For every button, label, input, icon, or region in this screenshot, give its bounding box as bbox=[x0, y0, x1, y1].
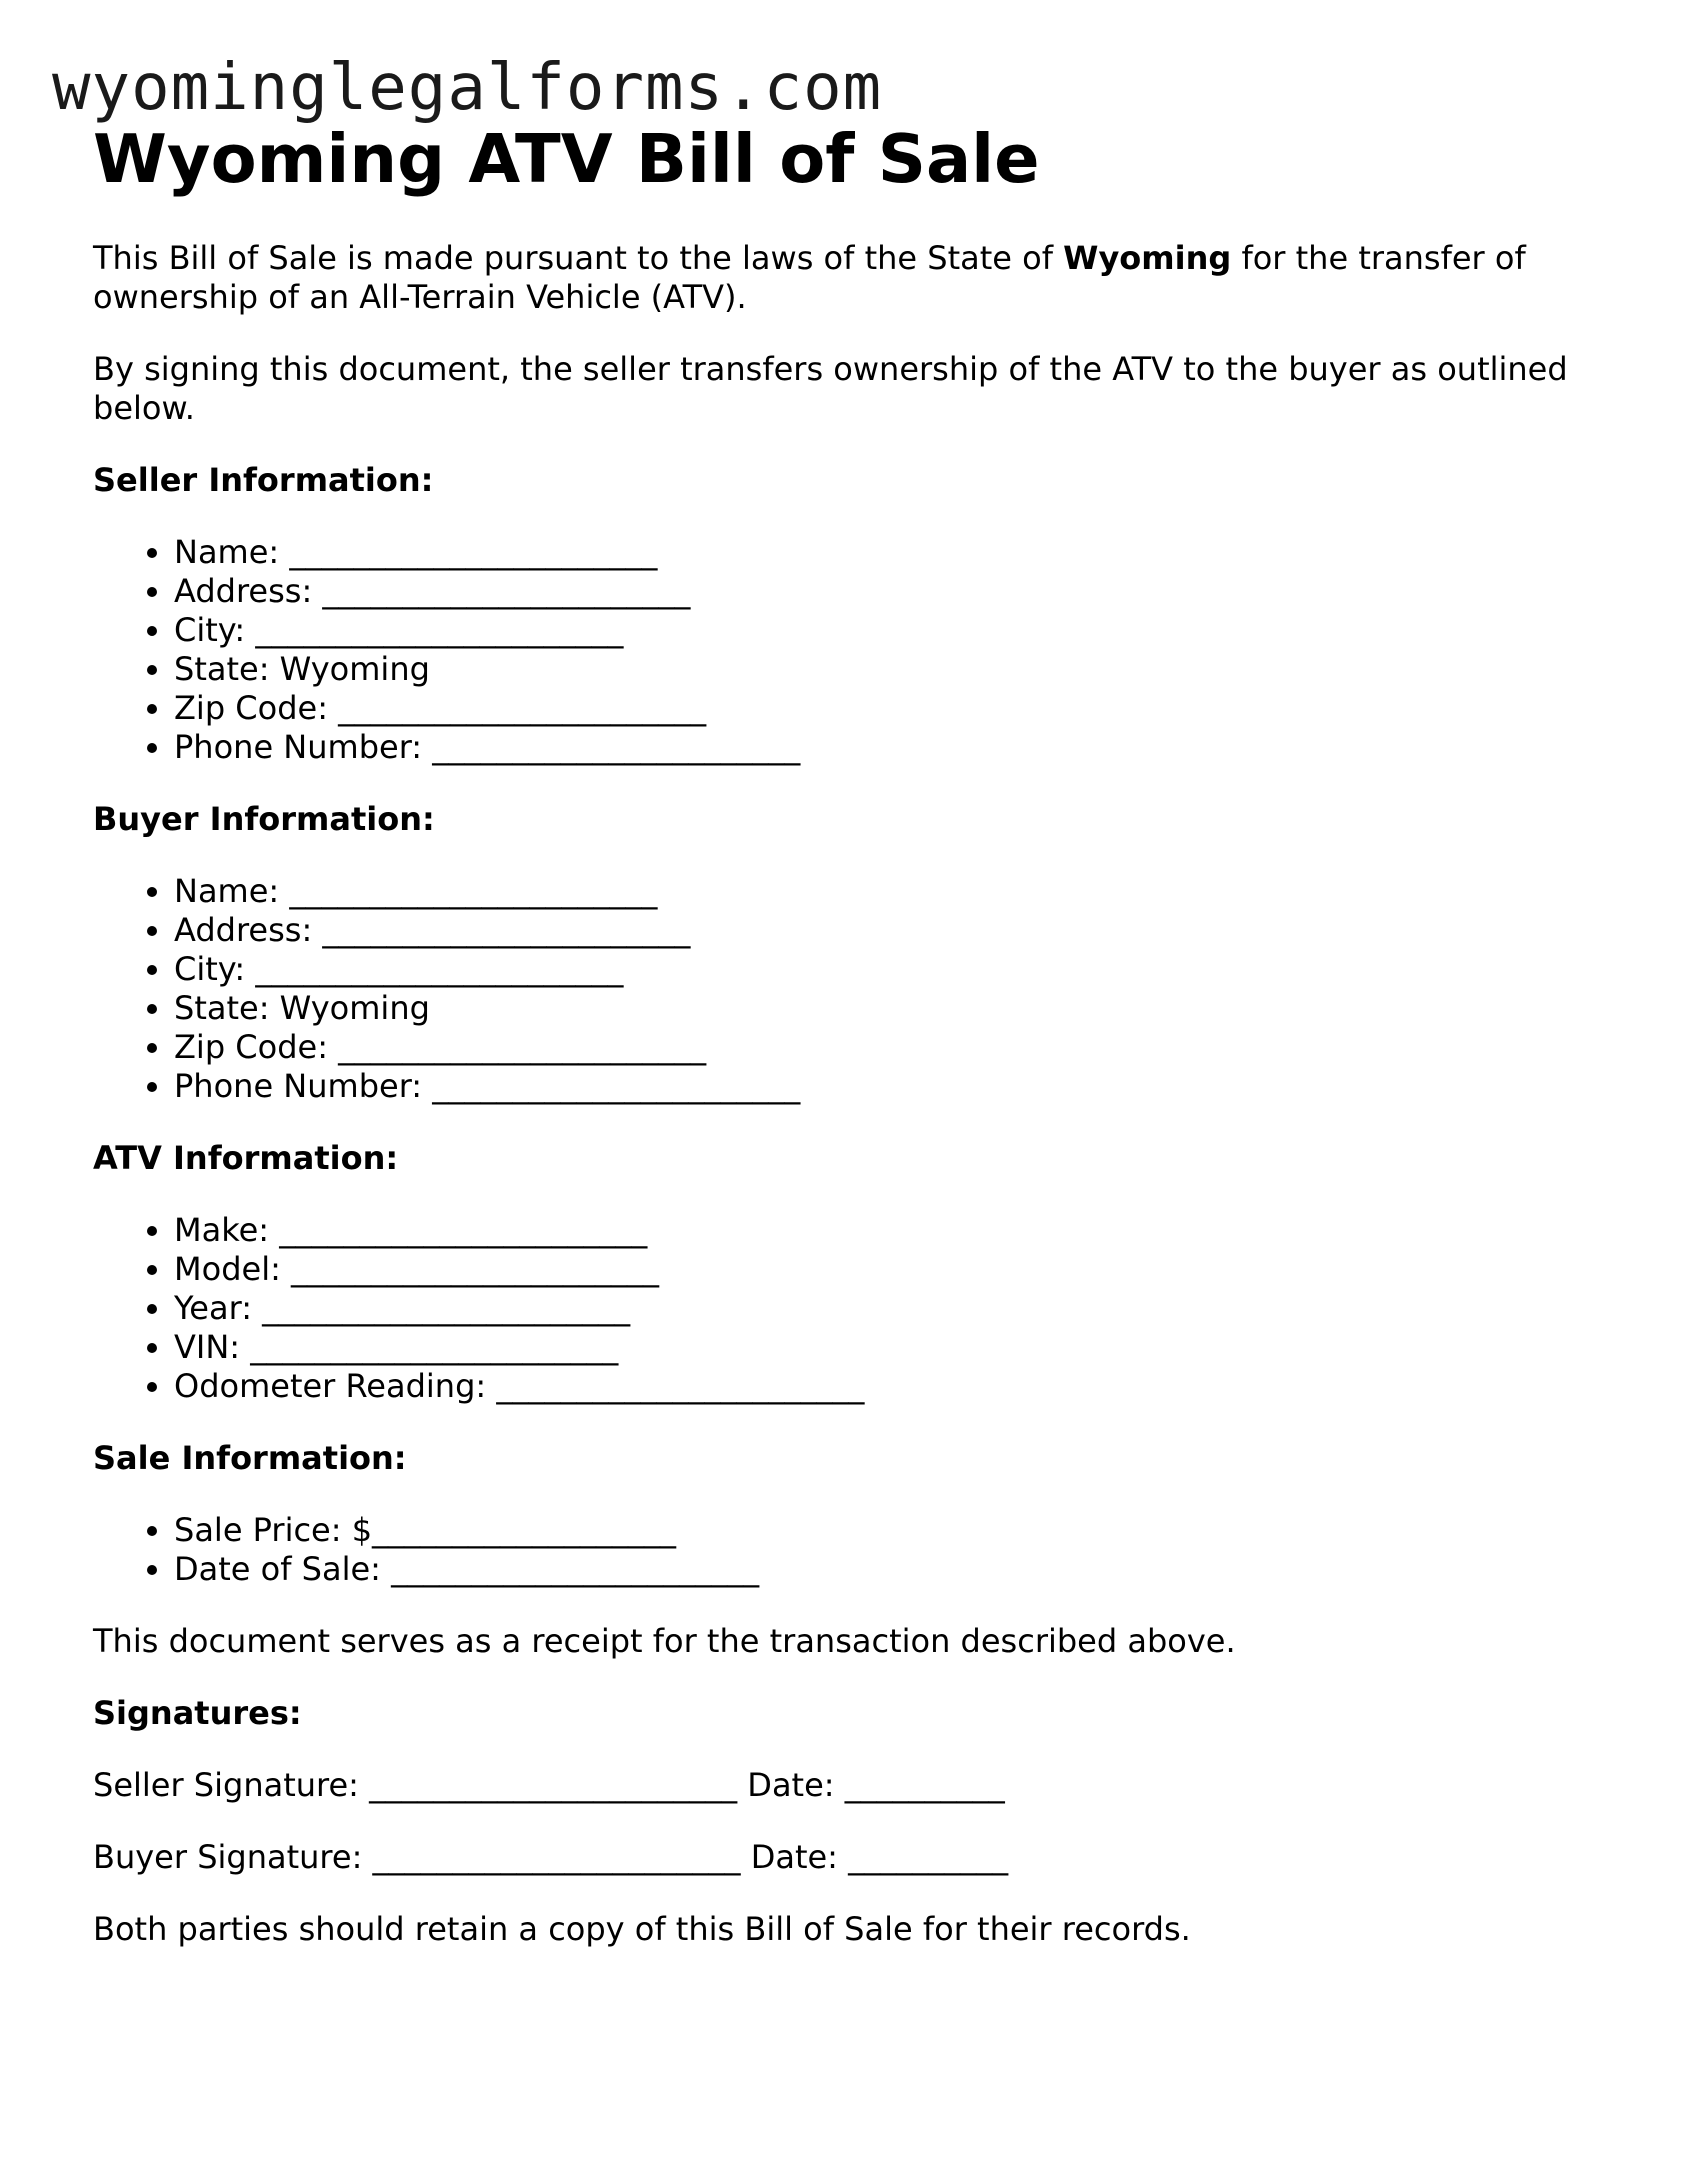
seller-zip-field[interactable]: • Zip Code: _______________________ bbox=[174, 689, 1593, 728]
seller-address-field[interactable]: • Address: _______________________ bbox=[174, 572, 1593, 611]
seller-state-field: • State: Wyoming bbox=[174, 650, 1593, 689]
atv-odometer-field[interactable]: • Odometer Reading: _______________________ bbox=[174, 1367, 1593, 1406]
atv-model-field[interactable]: • Model: _______________________ bbox=[174, 1250, 1593, 1289]
intro-state-name: Wyoming bbox=[1063, 239, 1232, 277]
page-title: Wyoming ATV Bill of Sale bbox=[93, 120, 1040, 198]
site-watermark: wyominglegalforms.com bbox=[52, 51, 883, 125]
atv-year-field[interactable]: • Year: _______________________ bbox=[174, 1289, 1593, 1328]
buyer-section-heading: Buyer Information: bbox=[93, 800, 435, 838]
buyer-name-field[interactable]: • Name: _______________________ bbox=[174, 872, 1593, 911]
seller-section-heading: Seller Information: bbox=[93, 461, 434, 499]
seller-name-field[interactable]: • Name: _______________________ bbox=[174, 533, 1593, 572]
sale-section-heading: Sale Information: bbox=[93, 1439, 407, 1477]
intro-text-start: This Bill of Sale is made pursuant to the laws of the State of bbox=[93, 239, 1064, 277]
seller-phone-field[interactable]: • Phone Number: _______________________ bbox=[174, 728, 1593, 767]
receipt-statement: This document serves as a receipt for the transaction described above. bbox=[93, 1622, 1236, 1660]
buyer-zip-field[interactable]: • Zip Code: _______________________ bbox=[174, 1028, 1593, 1067]
sale-date-field[interactable]: • Date of Sale: _______________________ bbox=[174, 1550, 1593, 1589]
atv-section-heading: ATV Information: bbox=[93, 1139, 399, 1177]
sale-info-list bbox=[93, 1511, 1593, 1589]
seller-info-list bbox=[93, 533, 1593, 767]
buyer-state-field: • State: Wyoming bbox=[174, 989, 1593, 1028]
sale-price-field[interactable]: • Sale Price: $___________________ bbox=[174, 1511, 1593, 1550]
seller-city-field[interactable]: • City: _______________________ bbox=[174, 611, 1593, 650]
buyer-address-field[interactable]: • Address: _______________________ bbox=[174, 911, 1593, 950]
intro-text-end: for the transfer of ownership of an All-Terrain Vehicle (ATV). bbox=[93, 239, 1526, 316]
atv-info-list bbox=[93, 1211, 1593, 1406]
signatures-section-heading: Signatures: bbox=[93, 1694, 302, 1732]
buyer-signature-line[interactable]: Buyer Signature: _______________________ Date: __________ bbox=[93, 1838, 1009, 1876]
atv-make-field[interactable]: • Make: _______________________ bbox=[174, 1211, 1593, 1250]
closing-statement: Both parties should retain a copy of this Bill of Sale for their records. bbox=[93, 1910, 1191, 1948]
atv-vin-field[interactable]: • VIN: _______________________ bbox=[174, 1328, 1593, 1367]
buyer-info-list bbox=[93, 872, 1593, 1106]
buyer-phone-field[interactable]: • Phone Number: _______________________ bbox=[174, 1067, 1593, 1106]
transfer-paragraph: By signing this document, the seller transfers ownership of the ATV to the buyer as outlined below. bbox=[93, 350, 1568, 427]
buyer-city-field[interactable]: • City: _______________________ bbox=[174, 950, 1593, 989]
intro-paragraph bbox=[93, 239, 1593, 317]
seller-signature-line[interactable]: Seller Signature: _______________________ Date: __________ bbox=[93, 1766, 1005, 1804]
bill-of-sale-document bbox=[93, 118, 1593, 1949]
